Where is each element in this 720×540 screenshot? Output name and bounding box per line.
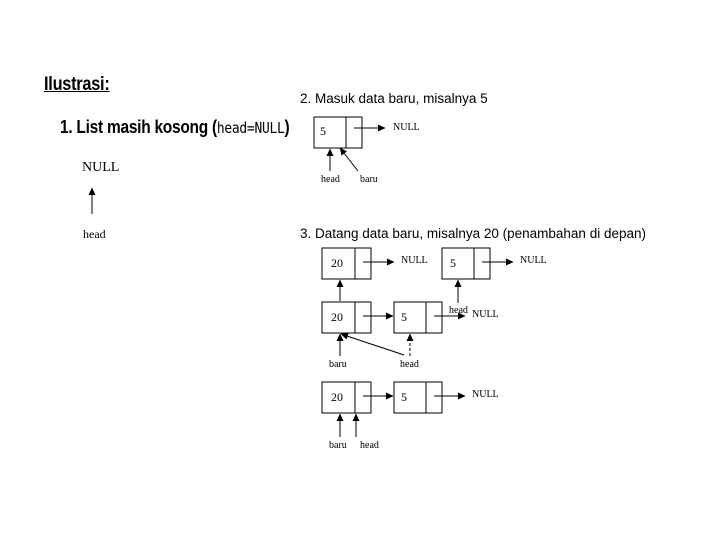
row1-null-b-label: NULL — [520, 255, 547, 266]
step2-null-label: NULL — [393, 122, 420, 133]
row3-null-label: NULL — [472, 389, 499, 400]
step2-baru-arrow — [340, 148, 358, 171]
row1-null-a-label: NULL — [401, 255, 428, 266]
row1-node-a-value: 20 — [331, 256, 343, 270]
row3-baru-label: baru — [329, 440, 347, 451]
row1-node-20 — [322, 248, 371, 279]
row3-node-b-value: 5 — [401, 390, 407, 404]
row3-node-20 — [322, 382, 371, 413]
step2-baru-label: baru — [360, 174, 378, 185]
step1-heading-prefix: 1. List masih kosong ( — [60, 117, 217, 137]
row2-node-20 — [322, 302, 371, 333]
row1-head-label: head — [449, 305, 468, 316]
row3-head-label: head — [360, 440, 379, 451]
step1-head-label: head — [83, 227, 106, 241]
row2-node-a-value: 20 — [331, 310, 343, 324]
step2-heading: 2. Masuk data baru, misalnya 5 — [300, 91, 488, 106]
step2-node-value: 5 — [320, 124, 326, 138]
row2-null-label: NULL — [472, 309, 499, 320]
row3-node-a-value: 20 — [331, 390, 343, 404]
step2-head-label: head — [321, 174, 340, 185]
step1-null-label: NULL — [82, 160, 120, 175]
step1-heading-code: head=NULL — [216, 119, 285, 137]
row2-baru-label: baru — [329, 359, 347, 370]
step1-heading-suffix: ) — [284, 117, 290, 137]
illustration-title: Ilustrasi: — [44, 74, 110, 95]
row2-node-b-value: 5 — [401, 310, 407, 324]
step3-heading: 3. Datang data baru, misalnya 20 (penambahan di depan) — [300, 226, 646, 241]
row1-node-b-value: 5 — [450, 256, 456, 270]
row2-head-label: head — [400, 359, 419, 370]
row2-head-diagonal-arrow — [341, 334, 404, 355]
